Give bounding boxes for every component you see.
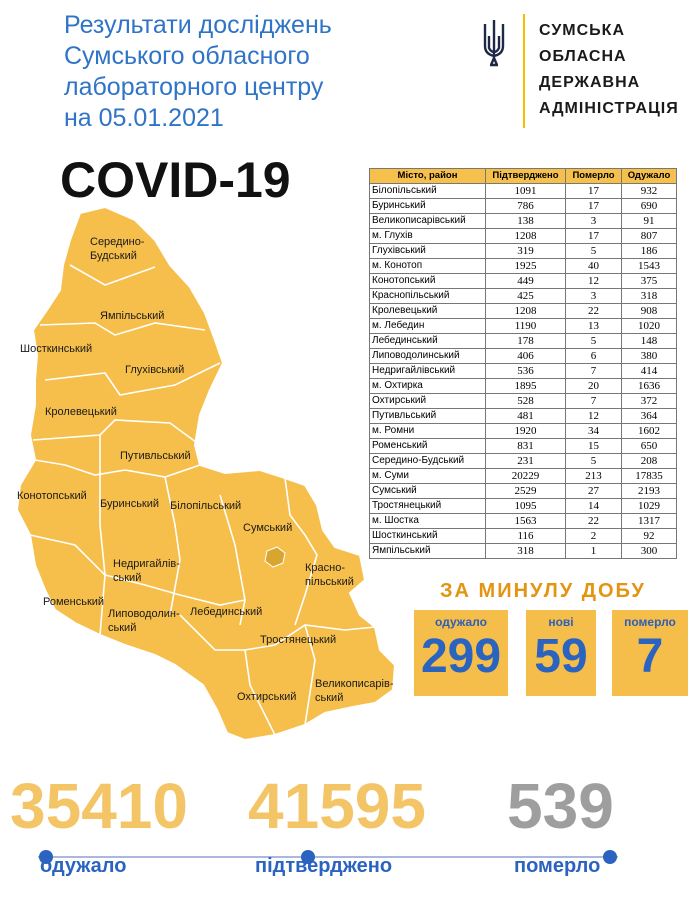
daily-heading: ЗА МИНУЛУ ДОБУ: [440, 580, 646, 602]
table-cell: 34: [566, 424, 622, 439]
table-cell: 2193: [622, 484, 677, 499]
table-cell: 908: [622, 304, 677, 319]
district-name-cell: Глухівський: [370, 244, 486, 259]
region-label: Сумський: [243, 522, 293, 534]
table-row: [370, 334, 677, 349]
table-cell: 22: [566, 304, 622, 319]
table-cell: 91: [622, 214, 677, 229]
table-row: [370, 244, 677, 259]
table-row: [370, 454, 677, 469]
table-cell: 27: [566, 484, 622, 499]
district-name-cell: Сумський: [370, 484, 486, 499]
table-cell: 932: [622, 184, 677, 199]
table-cell: 1925: [486, 259, 566, 274]
total-recovered-value: 35410: [10, 770, 188, 842]
daily-deaths-value: 7: [636, 630, 664, 683]
table-cell: 208: [622, 454, 677, 469]
daily-deaths-box: [612, 610, 688, 696]
district-name-cell: Шосткинський: [370, 529, 486, 544]
table-cell: 7: [566, 364, 622, 379]
table-cell: 12: [566, 274, 622, 289]
table-cell: 7: [566, 394, 622, 409]
table-cell: 5: [566, 454, 622, 469]
region-label: Конотопський: [17, 490, 87, 502]
table-cell: 786: [486, 199, 566, 214]
table-cell: 1091: [486, 184, 566, 199]
district-name-cell: м. Лебедин: [370, 319, 486, 334]
table-cell: 536: [486, 364, 566, 379]
daily-recovered-value: 299: [420, 630, 502, 683]
table-cell: 414: [622, 364, 677, 379]
table-row: [370, 424, 677, 439]
region-label: Білопільський: [170, 500, 242, 512]
title-line: Сумського обласного: [64, 42, 310, 70]
district-name-cell: Ямпільський: [370, 544, 486, 559]
table-row: [370, 229, 677, 244]
table-header-row: [370, 169, 677, 184]
table-cell: 12: [566, 409, 622, 424]
title-line: лабораторного центру: [64, 73, 324, 101]
daily-new-value: 59: [534, 630, 588, 683]
district-name-cell: м. Ромни: [370, 424, 486, 439]
table-cell: 15: [566, 439, 622, 454]
district-name-cell: м. Глухів: [370, 229, 486, 244]
table-cell: 178: [486, 334, 566, 349]
table-cell: 40: [566, 259, 622, 274]
table-cell: 1895: [486, 379, 566, 394]
region-label: Охтирський: [237, 691, 297, 703]
table-cell: 690: [622, 199, 677, 214]
table-row: [370, 259, 677, 274]
table-cell: 213: [566, 469, 622, 484]
table-cell: 1317: [622, 514, 677, 529]
table-cell: 5: [566, 244, 622, 259]
table-cell: 92: [622, 529, 677, 544]
table-cell: 364: [622, 409, 677, 424]
region-label: ський: [113, 572, 142, 584]
district-name-cell: м. Охтирка: [370, 379, 486, 394]
table-cell: 148: [622, 334, 677, 349]
total-confirmed-value: 41595: [248, 770, 426, 842]
table-cell: 1602: [622, 424, 677, 439]
logo-text: [539, 18, 679, 122]
table-row: [370, 484, 677, 499]
region-label: ський: [108, 622, 137, 634]
table-cell: 13: [566, 319, 622, 334]
logo-divider: [523, 14, 525, 128]
sumy-region-map: [5, 195, 405, 755]
table-row: [370, 469, 677, 484]
region-label: Кролевецький: [45, 406, 117, 418]
table-row: [370, 349, 677, 364]
district-name-cell: Кролевецький: [370, 304, 486, 319]
district-stats-table: [369, 168, 677, 559]
table-cell: 2: [566, 529, 622, 544]
region-label: Путивльський: [120, 450, 191, 462]
table-cell: 1190: [486, 319, 566, 334]
district-name-cell: Середино-Будський: [370, 454, 486, 469]
table-cell: 1029: [622, 499, 677, 514]
district-name-cell: м. Суми: [370, 469, 486, 484]
covid-heading: COVID-19: [60, 152, 291, 208]
table-cell: 2529: [486, 484, 566, 499]
table-cell: 375: [622, 274, 677, 289]
table-cell: 807: [622, 229, 677, 244]
total-recovered-label: одужало: [40, 855, 127, 877]
daily-new-label: нові: [548, 615, 574, 629]
table-cell: 22: [566, 514, 622, 529]
district-name-cell: Лебединський: [370, 334, 486, 349]
district-name-cell: Буринський: [370, 199, 486, 214]
daily-deaths-label: померло: [624, 615, 676, 629]
district-name-cell: Краснопільський: [370, 289, 486, 304]
table-cell: 406: [486, 349, 566, 364]
table-cell: 17: [566, 184, 622, 199]
table-cell: 1208: [486, 304, 566, 319]
region-label: пільський: [305, 576, 354, 588]
region-label: Красно-: [305, 562, 345, 574]
table-cell: 1920: [486, 424, 566, 439]
table-row: [370, 499, 677, 514]
table-cell: 1208: [486, 229, 566, 244]
table-row: [370, 544, 677, 559]
district-name-cell: Білопільський: [370, 184, 486, 199]
daily-recovered-box: [414, 610, 508, 696]
table-cell: 650: [622, 439, 677, 454]
region-label: Глухівський: [125, 364, 185, 376]
table-cell: 380: [622, 349, 677, 364]
column-header: Місто, район: [370, 169, 486, 184]
table-cell: 318: [622, 289, 677, 304]
table-row: [370, 319, 677, 334]
region-label: Шосткинський: [20, 343, 93, 355]
table-cell: 300: [622, 544, 677, 559]
table-row: [370, 409, 677, 424]
region-label: Роменський: [43, 596, 105, 608]
district-name-cell: Липоводолинський: [370, 349, 486, 364]
table-row: [370, 379, 677, 394]
table-cell: 186: [622, 244, 677, 259]
table-cell: 20229: [486, 469, 566, 484]
region-label: Лебединський: [190, 606, 263, 618]
table-cell: 1563: [486, 514, 566, 529]
map-outline: [17, 207, 395, 740]
table-cell: 1636: [622, 379, 677, 394]
table-cell: 14: [566, 499, 622, 514]
district-name-cell: м. Шостка: [370, 514, 486, 529]
table-cell: 318: [486, 544, 566, 559]
district-name-cell: Охтирський: [370, 394, 486, 409]
table-row: [370, 394, 677, 409]
table-cell: 17: [566, 199, 622, 214]
table-cell: 449: [486, 274, 566, 289]
table-cell: 6: [566, 349, 622, 364]
table-cell: 17: [566, 229, 622, 244]
column-header: Померло: [566, 169, 622, 184]
table-row: [370, 364, 677, 379]
table-row: [370, 304, 677, 319]
logo-line: АДМІНІСТРАЦІЯ: [539, 100, 679, 117]
district-name-cell: Тростянецький: [370, 499, 486, 514]
timeline-dot: [603, 850, 617, 864]
table-row: [370, 274, 677, 289]
table-row: [370, 184, 677, 199]
district-name-cell: Конотопський: [370, 274, 486, 289]
table-cell: 1095: [486, 499, 566, 514]
table-cell: 3: [566, 289, 622, 304]
table-row: [370, 529, 677, 544]
daily-new-box: [526, 610, 596, 696]
region-label: Липоводолин-: [108, 608, 180, 620]
page-title: [64, 10, 424, 134]
region-label: Будський: [90, 250, 137, 262]
region-label: Буринський: [100, 498, 160, 510]
table-row: [370, 439, 677, 454]
table-cell: 231: [486, 454, 566, 469]
table-cell: 20: [566, 379, 622, 394]
table-cell: 3: [566, 214, 622, 229]
district-name-cell: Путивльський: [370, 409, 486, 424]
total-deaths-label: померло: [514, 855, 601, 877]
table-cell: 1: [566, 544, 622, 559]
table-cell: 528: [486, 394, 566, 409]
district-name-cell: Роменський: [370, 439, 486, 454]
table-cell: 1543: [622, 259, 677, 274]
logo-line: СУМСЬКА: [539, 22, 625, 39]
district-name-cell: м. Конотоп: [370, 259, 486, 274]
column-header: Одужало: [622, 169, 677, 184]
region-label: ський: [315, 692, 344, 704]
region-label: Великописарів-: [315, 678, 394, 690]
table-row: [370, 214, 677, 229]
table-cell: 5: [566, 334, 622, 349]
table-cell: 138: [486, 214, 566, 229]
logo-line: ОБЛАСНА: [539, 48, 627, 65]
district-name-cell: Великописарівський: [370, 214, 486, 229]
table-cell: 17835: [622, 469, 677, 484]
table-cell: 372: [622, 394, 677, 409]
title-line: Результати досліджень: [64, 11, 332, 39]
trident-icon: [480, 18, 508, 68]
table-cell: 481: [486, 409, 566, 424]
table-row: [370, 289, 677, 304]
district-name-cell: Недригайлівський: [370, 364, 486, 379]
column-header: Підтверджено: [486, 169, 566, 184]
table-cell: 425: [486, 289, 566, 304]
logo-line: ДЕРЖАВНА: [539, 74, 641, 91]
region-label: Тростянецький: [260, 634, 337, 646]
total-confirmed-label: підтверджено: [255, 855, 393, 877]
table-cell: 116: [486, 529, 566, 544]
region-label: Ямпільський: [100, 310, 165, 322]
region-label: Недригайлів-: [113, 558, 180, 570]
title-line: на 05.01.2021: [64, 104, 224, 132]
daily-recovered-label: одужало: [435, 615, 487, 629]
table-cell: 1020: [622, 319, 677, 334]
total-deaths-value: 539: [507, 770, 614, 842]
table-row: [370, 514, 677, 529]
region-label: Середино-: [90, 236, 145, 248]
table-row: [370, 199, 677, 214]
table-cell: 319: [486, 244, 566, 259]
table-cell: 831: [486, 439, 566, 454]
